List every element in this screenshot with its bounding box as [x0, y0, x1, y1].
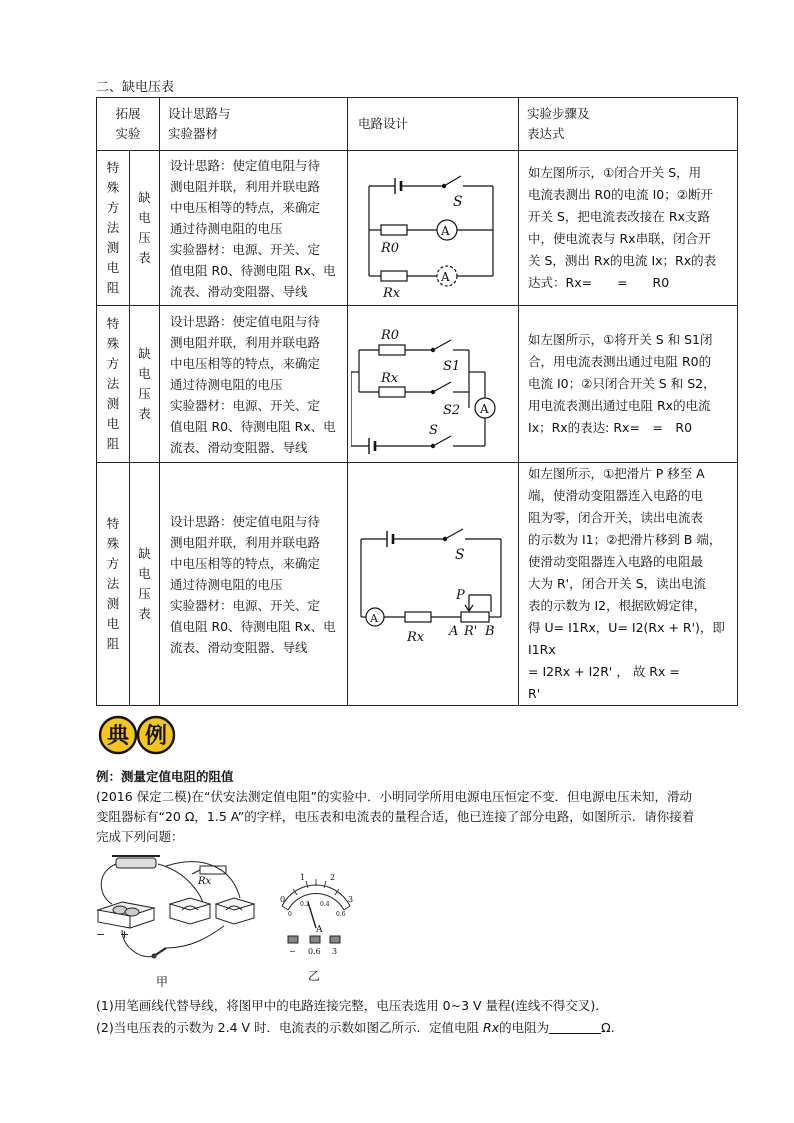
meter-small-label: 0.4: [320, 901, 330, 908]
label-rx: Rx: [380, 370, 398, 386]
header-extension: 拓展 实验: [97, 98, 160, 151]
example-badge: [98, 714, 178, 756]
missing-cell: 缺 电 压 表: [130, 463, 160, 706]
table-row: [97, 306, 738, 463]
switch-icon: [444, 176, 461, 186]
label-r0: R0: [380, 241, 399, 256]
label-s1: S1: [442, 358, 460, 374]
design-cell: 设计思路：使定值电阻与待 测电阻并联，利用并联电路 中电压相等的特点，来确定 通过待测电阻的电压 实验器材：电源、开关、定 值电阻 R0、待测电阻 Rx、电 流表、滑动变阻器、导线: [160, 151, 348, 306]
resistor-r0-icon: [381, 225, 407, 235]
switch-s2-icon: [433, 382, 451, 392]
figure-jia: [92, 852, 262, 990]
meter-label: 2: [330, 873, 336, 882]
circuit-diagram-2: [351, 312, 516, 457]
label-a1: A: [440, 224, 450, 238]
terminal-label: −: [289, 947, 296, 956]
circuit-cell: [348, 463, 519, 706]
design-cell: 设计思路：使定值电阻与待 测电阻并联，利用并联电路 中电压相等的特点，来确定 通过待测电阻的电压 实验器材：电源、开关、定 值电阻 R0、待测电阻 Rx、电 流表、滑动变阻器、导线: [160, 306, 348, 463]
resistor-r0-icon: [379, 345, 405, 355]
circuit-diagram-3: [351, 519, 516, 649]
steps-cell: 如左图所示，①闭合开关 S，用 电流表测出 R0的电流 I0；②断开 开关 S，把电流表改接在 Rx支路 中，使电流表与 Rx串联，闭合开 关 S，测出 Rx的电流 Ix；Rx的表 达式：Rx= = R0: [519, 151, 738, 306]
meter-label: 3: [348, 895, 354, 904]
header-steps: 实验步骤及 表达式: [519, 98, 738, 151]
table-row: [97, 151, 738, 306]
terminal-label: 0.6: [308, 947, 321, 956]
resistor-rx-icon: [381, 271, 407, 281]
label-b-end: B: [484, 624, 495, 639]
missing-cell: 缺 电 压 表: [130, 151, 160, 306]
badge-char-1: 典: [106, 724, 130, 749]
label-rx: Rx: [406, 630, 424, 645]
header-circuit: 电路设计: [348, 98, 519, 151]
method-cell: 特 殊 方 法 测 电 阻: [97, 306, 130, 463]
question-2: (2)当电压表的示数为 2.4 V 时．电流表的示数如图乙所示．定值电阻 Rx的电阻为 Ω.: [96, 1020, 615, 1035]
label-rprime: R': [463, 624, 477, 639]
example-text-line: 变阻器标有“20 Ω，1.5 A”的字样，电压表和电流表的量程合适，他已连接了部分电路，如图所示．请你接着: [96, 809, 695, 824]
meter-label: 0: [280, 895, 286, 904]
fig-plus-label: +: [120, 928, 130, 941]
header-design: 设计思路与 实验器材: [160, 98, 348, 151]
battery-cell-icon: [125, 908, 139, 916]
label-rx: Rx: [382, 286, 400, 298]
fig-minus-label: −: [96, 928, 106, 941]
example-text-line: (2016 保定二模)在“伏安法测定值电阻”的实验中．小明同学所用电源电压恒定不变．但电源电压未知，滑动: [96, 789, 692, 804]
dial-arc-icon: [282, 885, 350, 906]
rheostat-icon: [461, 612, 489, 622]
circuit-diagram-1: [351, 158, 516, 298]
switch-s1-icon: [433, 340, 451, 350]
meter-label: 1: [300, 873, 306, 882]
method-cell: 特 殊 方 法 测 电 阻: [97, 151, 130, 306]
meter-small-label: 0.6: [336, 911, 346, 918]
switch-icon: [445, 529, 463, 539]
label-p: P: [455, 588, 465, 603]
steps-cell: 如左图所示，①将开关 S 和 S1闭 合，用电流表测出通过电阻 R0的 电流 I0；②只闭合开关 S 和 S2， 用电流表测出通过电阻 Rx的电流 Ix；Rx的表达: Rx= = R0: [519, 306, 738, 463]
example-title: 例：测量定值电阻的阻值: [96, 769, 234, 784]
label-s: S: [452, 194, 463, 210]
terminal-icon: [310, 936, 320, 943]
steps-cell: 如左图所示，①把滑片 P 移至 A 端，使滑动变阻器连入电路的电 阻为零，闭合开关，读出电流表 的示数为 I1；②把滑片移到 B 端， 使滑动变阻器连入电路的电阻最 大为 R'，闭合开关 S，读出电流 表的示数为 I2，根据欧姆定律， 得 U= I1Rx，U= I2(Rx + R')，即 I1Rx = I2Rx + I2R' ， 故 Rx = R': [519, 463, 738, 706]
design-cell: 设计思路：使定值电阻与待 测电阻并联，利用并联电路 中电压相等的特点，来确定 通过待测电阻的电压 实验器材：电源、开关、定 值电阻 R0、待测电阻 Rx、电 流表、滑动变阻器、导线: [160, 463, 348, 706]
table-row: [97, 463, 738, 706]
resistor-rx-icon: [379, 387, 405, 397]
terminal-icon: [330, 936, 340, 943]
section-title: 二、缺电压表: [96, 80, 175, 95]
terminal-label: 3: [332, 947, 338, 956]
circuit-cell: [348, 306, 519, 463]
table-header-row: [97, 98, 738, 151]
label-r0: R0: [380, 327, 399, 343]
fig-yi-label: 乙: [308, 969, 321, 983]
label-a: A: [479, 401, 489, 416]
meter-small-label: 0: [288, 911, 292, 918]
question-1: (1)用笔画线代替导线，将图甲中的电路连接完整，电压表选用 0∼3 V 量程(连线不得交叉)．: [96, 998, 608, 1013]
resistor-rx-icon: [200, 866, 226, 874]
label-s: S: [454, 547, 465, 563]
example-text-line: 完成下列问题：: [96, 829, 184, 844]
label-a-end: A: [448, 624, 458, 639]
fig-jia-label: 甲: [156, 975, 169, 989]
label-s2: S2: [442, 402, 460, 418]
method-cell: 特 殊 方 法 测 电 阻: [97, 463, 130, 706]
fig-rx-label: Rx: [198, 876, 212, 887]
figure-yi: [272, 872, 362, 984]
label-a: A: [369, 612, 378, 625]
rheostat-icon: [116, 858, 156, 868]
badge-char-2: 例: [144, 724, 168, 749]
experiment-table: [96, 97, 738, 706]
missing-cell: 缺 电 压 表: [130, 306, 160, 463]
resistor-rx-icon: [405, 612, 431, 622]
label-s: S: [428, 422, 438, 438]
terminal-icon: [288, 936, 298, 943]
answer-blank[interactable]: [549, 1019, 601, 1034]
meter-unit-label: A: [316, 925, 323, 935]
label-a2: A: [440, 270, 450, 284]
meter-small-label: 0.2: [300, 901, 310, 908]
example-block: [96, 767, 746, 847]
circuit-cell: [348, 151, 519, 306]
